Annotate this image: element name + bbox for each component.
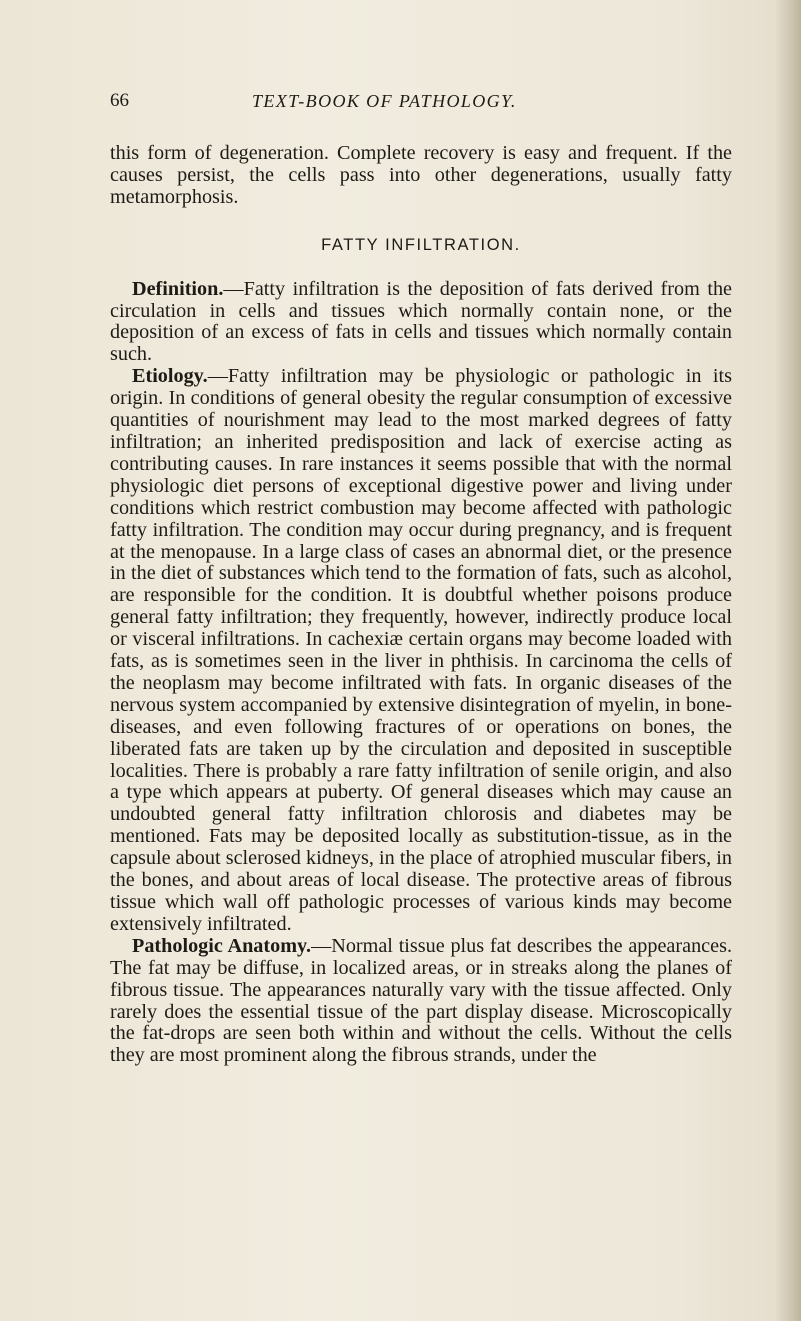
definition-text: —Fatty infiltration is the deposition of fats derived from the circulation in cells and tissues which normally contain none, or the deposition of an excess of fats in cells and tissues which normally contain such. bbox=[110, 277, 732, 366]
section-title: FATTY INFILTRATION. bbox=[321, 235, 521, 254]
etiology-paragraph bbox=[110, 366, 732, 936]
definition-heading: Definition. bbox=[132, 277, 224, 300]
page-body bbox=[110, 143, 732, 1067]
pathologic-anatomy-text: —Normal tissue plus fat describes the appearances. The fat may be diffuse, in localized areas, or in streaks along the planes of fibrous tissue. The appearances naturally vary with the tissue affected. Only rarely does the essential tissue of the part display disease. Microscopically the fat-drops are seen both within and without the cells. Without the cells they are most prominent along the fibrous strands, under the bbox=[110, 934, 732, 1067]
pathologic-anatomy-paragraph bbox=[110, 936, 732, 1067]
page-edge-shadow bbox=[775, 0, 801, 1321]
etiology-text: —Fatty infiltration may be physiologic or pathologic in its origin. In conditions of general obesity the regular consumption of excessive quantities of nourishment may lead to the most marked degrees of fatty infiltration; an inherited predisposition and lack of exercise acting as contributing causes. In rare instances it seems possible that with the normal physiologic diet persons of exceptional digestive power and living under conditions which restrict combustion may become affected with pathologic fatty infiltration. The condition may occur during pregnancy, and is frequent at the menopause. In a large class of cases an abnormal diet, or the presence in the diet of substances which tend to the formation of fats, such as alcohol, are responsible for the condition. It is doubtful whether poisons produce general fatty infiltration; they frequently, however, indirectly produce local or visceral infiltrations. In cachexiæ certain organs may become loaded with fats, as is sometimes seen in the liver in phthisis. In carcinoma the cells of the neoplasm may become infiltrated with fats. In organic diseases of the nervous system accompanied by extensive disintegration of myelin, in bone-diseases, and even following fractures of or operations on bones, the liberated fats are taken up by the circulation and deposited in susceptible localities. There is probably a rare fatty infiltration of senile origin, and also a type which appears at puberty. Of general diseases which may cause an undoubted general fatty infiltration chlorosis and diabetes may be mentioned. Fats may be deposited locally as substitution-tissue, as in the capsule about sclerosed kidneys, in the place of atrophied muscular fibers, in the bones, and about areas of local disease. The protective areas of fibrous tissue which wall off pathologic processes of various kinds may become extensively infiltrated. bbox=[110, 365, 732, 935]
running-head: TEXT-BOOK OF PATHOLOGY. bbox=[252, 91, 517, 111]
page-header bbox=[110, 90, 750, 116]
pathologic-anatomy-heading: Pathologic Anatomy. bbox=[132, 934, 312, 957]
etiology-heading: Etiology. bbox=[132, 365, 208, 388]
continuation-paragraph: this form of degeneration. Complete recovery is easy and frequent. If the causes persist, the cells pass into other degenerations, usually fatty metamorphosis. bbox=[110, 142, 732, 208]
definition-paragraph bbox=[110, 279, 732, 367]
page-number: 66 bbox=[110, 90, 129, 111]
